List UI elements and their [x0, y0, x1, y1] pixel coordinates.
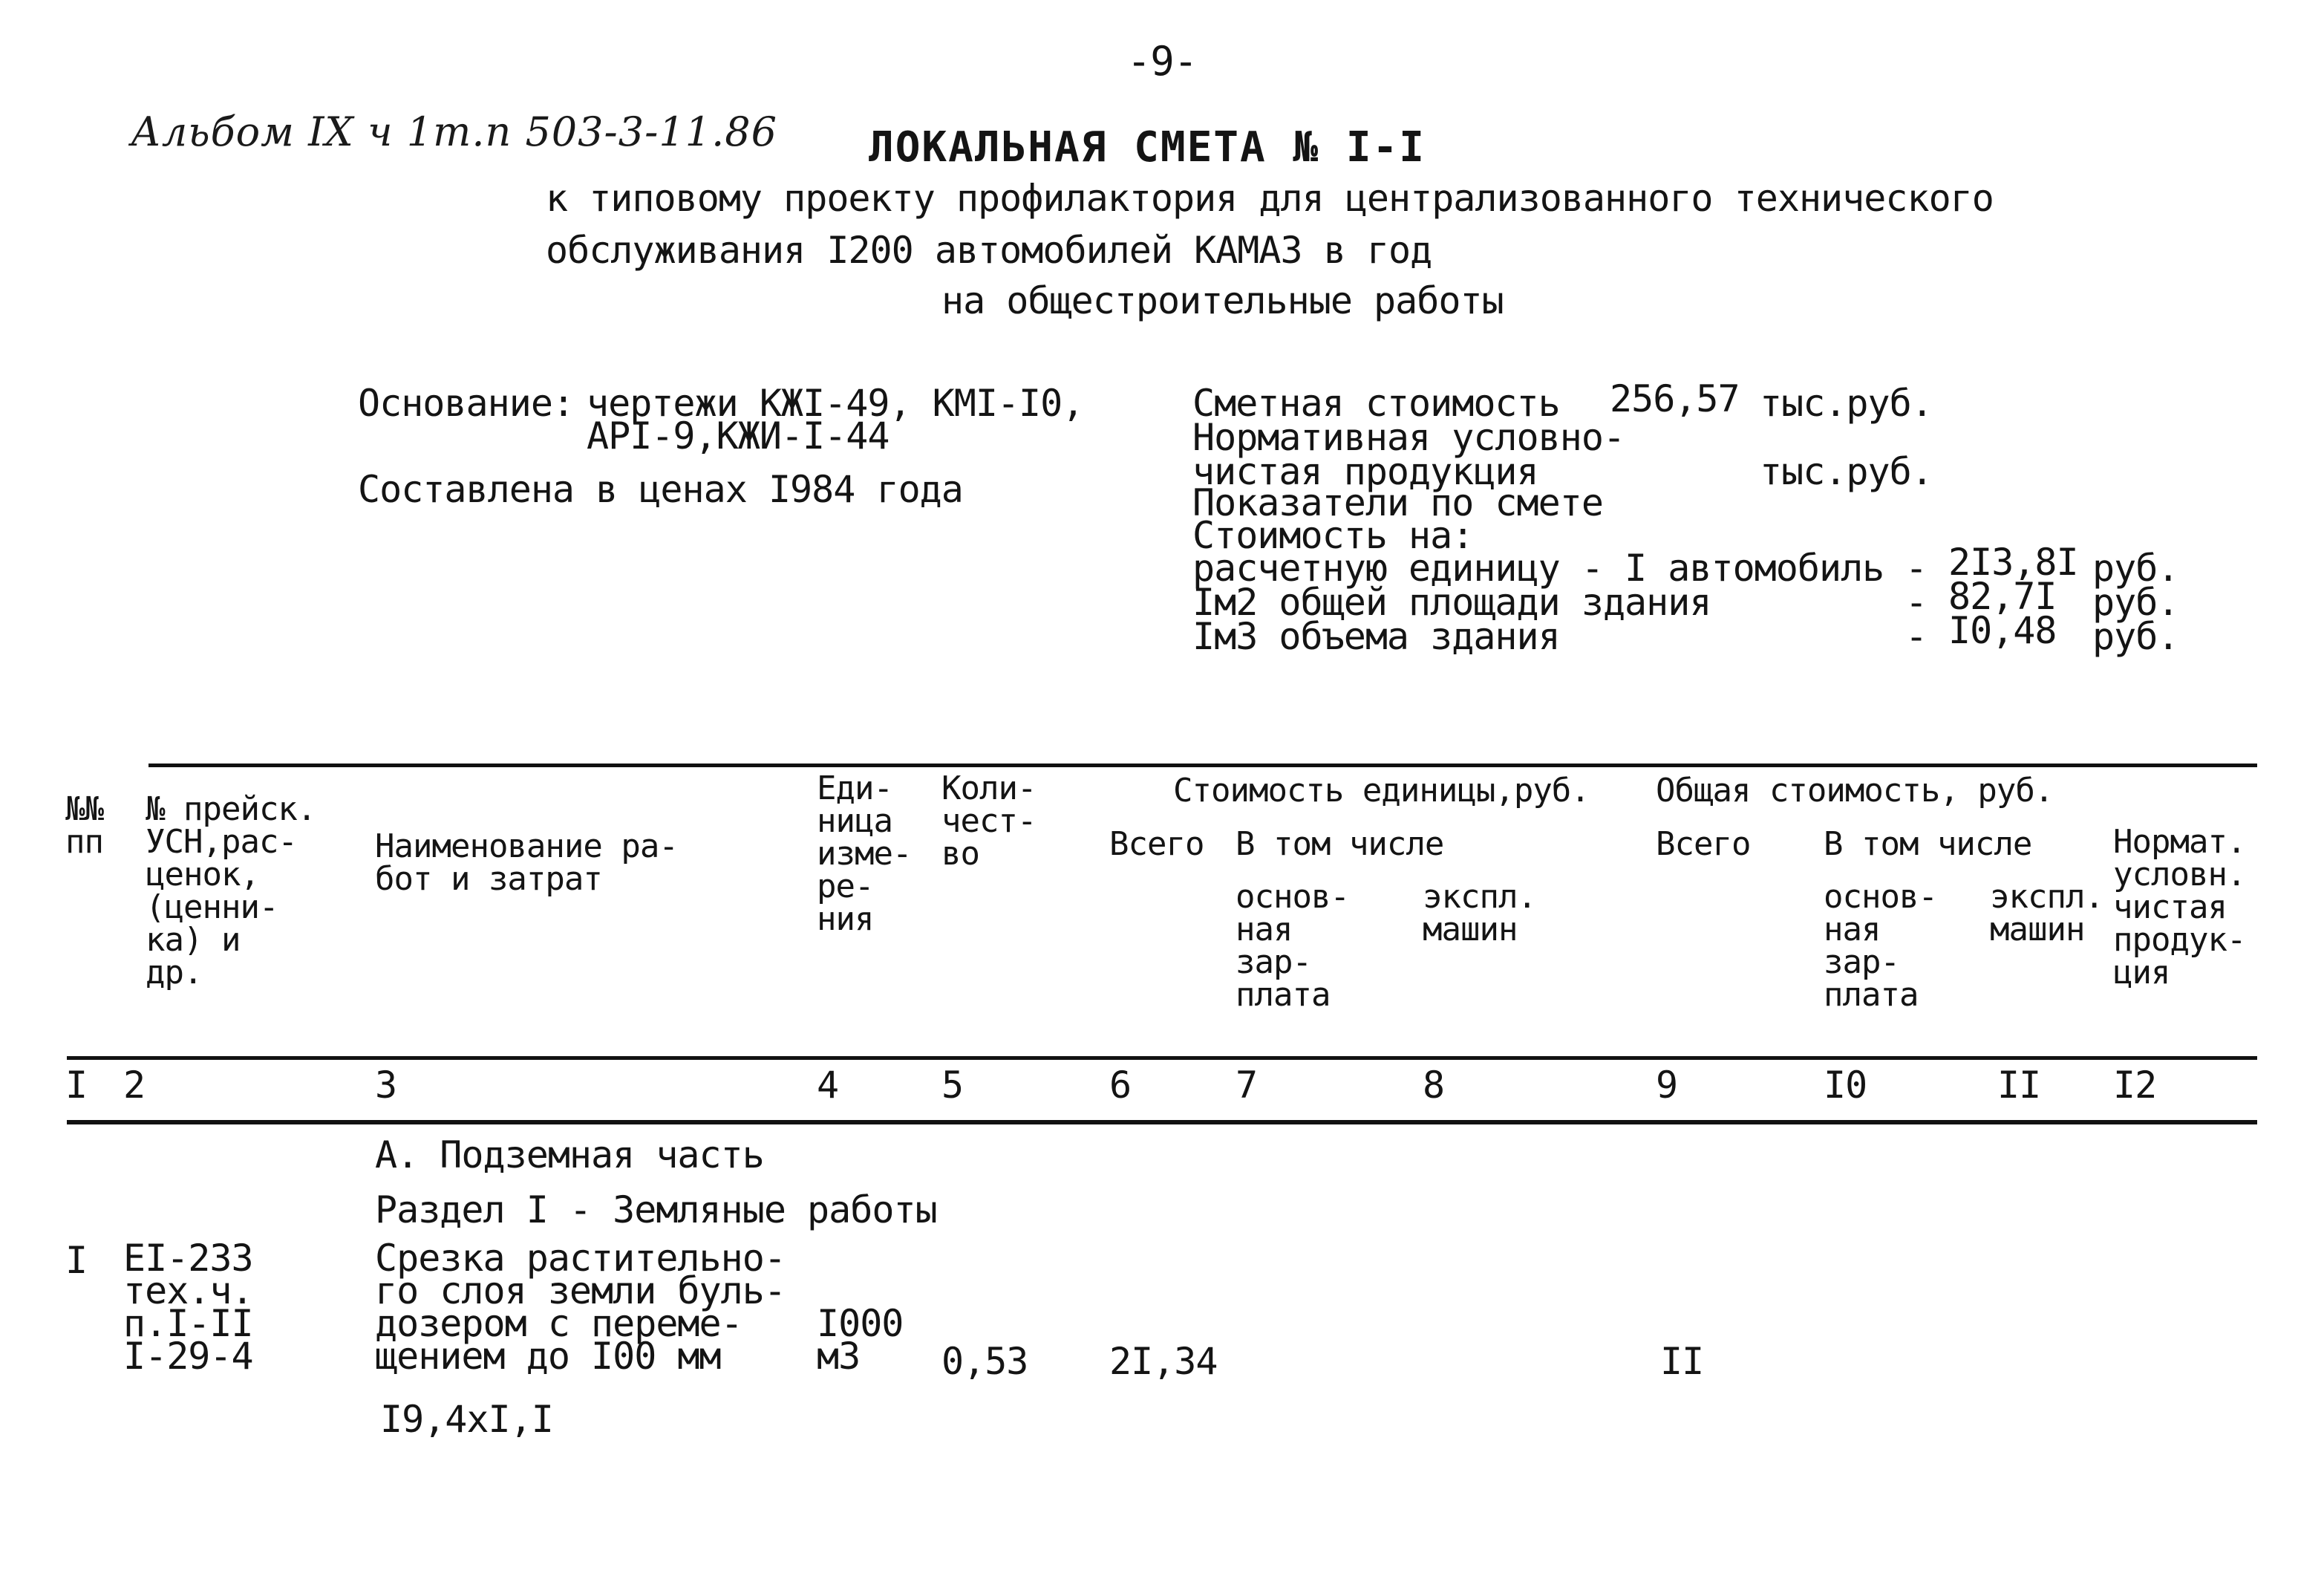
col-header-price-code: № прейск. УСН,рас- ценок, (ценни- ка) и др. [146, 790, 316, 992]
indicator-dash: - [1905, 547, 1928, 590]
indicator-unit: руб. [2092, 615, 2179, 658]
col-header-quantity: Коли- чест- во [941, 769, 1037, 873]
column-number: I2 [2113, 1064, 2157, 1107]
estimate-title: ЛОКАЛЬНАЯ СМЕТА № I-I [868, 123, 1426, 172]
basis-label: Основание: [358, 382, 575, 425]
column-numbers-rule [67, 1120, 2257, 1124]
indicator-dash: - [1905, 615, 1928, 658]
normative-label-2: чистая продукция [1192, 450, 1538, 493]
indicator-value: 2I3,8I [1948, 541, 2078, 584]
row-work-name: Срезка растительно- го слоя земли буль- дозером с переме- щением до I00 мм [375, 1237, 786, 1378]
column-number: 7 [1236, 1064, 1258, 1107]
estimated-cost-label: Сметная стоимость [1192, 382, 1560, 425]
header-bottom-rule [67, 1056, 2257, 1060]
normative-unit: тыс.руб. [1760, 450, 1933, 493]
estimated-cost-unit: тыс.руб. [1760, 382, 1933, 425]
indicator-label: Iм2 общей площади здания [1192, 581, 1711, 624]
indicator-value: I0,48 [1948, 609, 2057, 652]
column-number: 4 [817, 1064, 839, 1107]
row-formula: I9,4хI,I [380, 1398, 553, 1441]
column-number: I [65, 1064, 88, 1107]
col-header-unit-including: В том числе [1236, 825, 1444, 863]
row-total-cost: II [1660, 1340, 1704, 1383]
col-header-unit-total: Всего [1109, 825, 1204, 863]
section-heading: А. Подземная часть [375, 1133, 764, 1176]
estimated-cost-value: 256,57 [1610, 377, 1740, 420]
col-group-total-cost: Общая стоимость, руб. [1656, 772, 2054, 810]
column-number: 9 [1656, 1064, 1678, 1107]
column-number: 3 [375, 1064, 397, 1107]
indicator-label: расчетную единицу - I автомобиль [1192, 547, 1884, 590]
row-unit-total: 2I,34 [1109, 1340, 1218, 1383]
col-header-normative-product: Нормат. условн. чистая продук- ция [2113, 823, 2246, 992]
column-number: II [1997, 1064, 2041, 1107]
col-header-row-number: №№ пп [65, 790, 103, 861]
column-number: I0 [1824, 1064, 1867, 1107]
basis-drawings-line-1: чертежи КЖI-49, КМI-I0, [587, 382, 1084, 425]
row-quantity: 0,53 [941, 1340, 1028, 1383]
prices-year: Составлена в ценах I984 года [358, 468, 963, 511]
cost-on-label: Стоимость на: [1192, 514, 1474, 557]
basis-drawings-line-2: АРI-9,КЖИ-I-44 [587, 414, 890, 458]
subtitle-line-1: к типовому проекту профилактория для централизованного технического [546, 177, 1994, 220]
album-handwritten-note: Альбом IX ч 1т.п 503-3-11.86 [131, 108, 777, 155]
table-top-rule [148, 764, 2257, 767]
col-header-work-name: Наименование ра- бот и затрат [375, 827, 678, 898]
column-number: 6 [1109, 1064, 1132, 1107]
row-number: I [65, 1239, 88, 1282]
col-header-total-wages: основ- ная зар- плата [1824, 878, 1937, 1014]
page-number: -9- [1126, 38, 1198, 85]
row-unit: I000 м3 [817, 1302, 904, 1378]
indicator-dash: - [1905, 581, 1928, 624]
column-number: 8 [1423, 1064, 1445, 1107]
row-price-code: ЕI-233 тех.ч. п.I-II I-29-4 [123, 1237, 253, 1378]
subtitle-line-3: на общестроительные работы [941, 279, 1504, 322]
indicator-label: Iм3 объема здания [1192, 615, 1560, 658]
subsection-heading: Раздел I - Земляные работы [375, 1188, 937, 1231]
normative-label-1: Нормативная условно- [1192, 416, 1625, 459]
col-header-unit-wages: основ- ная зар- плата [1236, 878, 1349, 1014]
col-group-unit-cost: Стоимость единицы,руб. [1173, 772, 1590, 810]
col-header-unit-machines: экспл. машин [1423, 878, 1536, 948]
indicator-value: 82,7I [1948, 575, 2057, 618]
subtitle-line-2: обслуживания I200 автомобилей КАМАЗ в год [546, 229, 1432, 272]
indicator-unit: руб. [2092, 547, 2179, 590]
col-header-total-including: В том числе [1824, 825, 2032, 863]
indicators-label: Показатели по смете [1192, 481, 1603, 524]
indicator-unit: руб. [2092, 581, 2179, 624]
column-number: 5 [941, 1064, 964, 1107]
col-header-unit: Еди- ница изме- ре- ния [817, 769, 912, 938]
col-header-total-machines: экспл. машин [1990, 878, 2103, 948]
col-header-total: Всего [1656, 825, 1751, 863]
column-number: 2 [123, 1064, 146, 1107]
